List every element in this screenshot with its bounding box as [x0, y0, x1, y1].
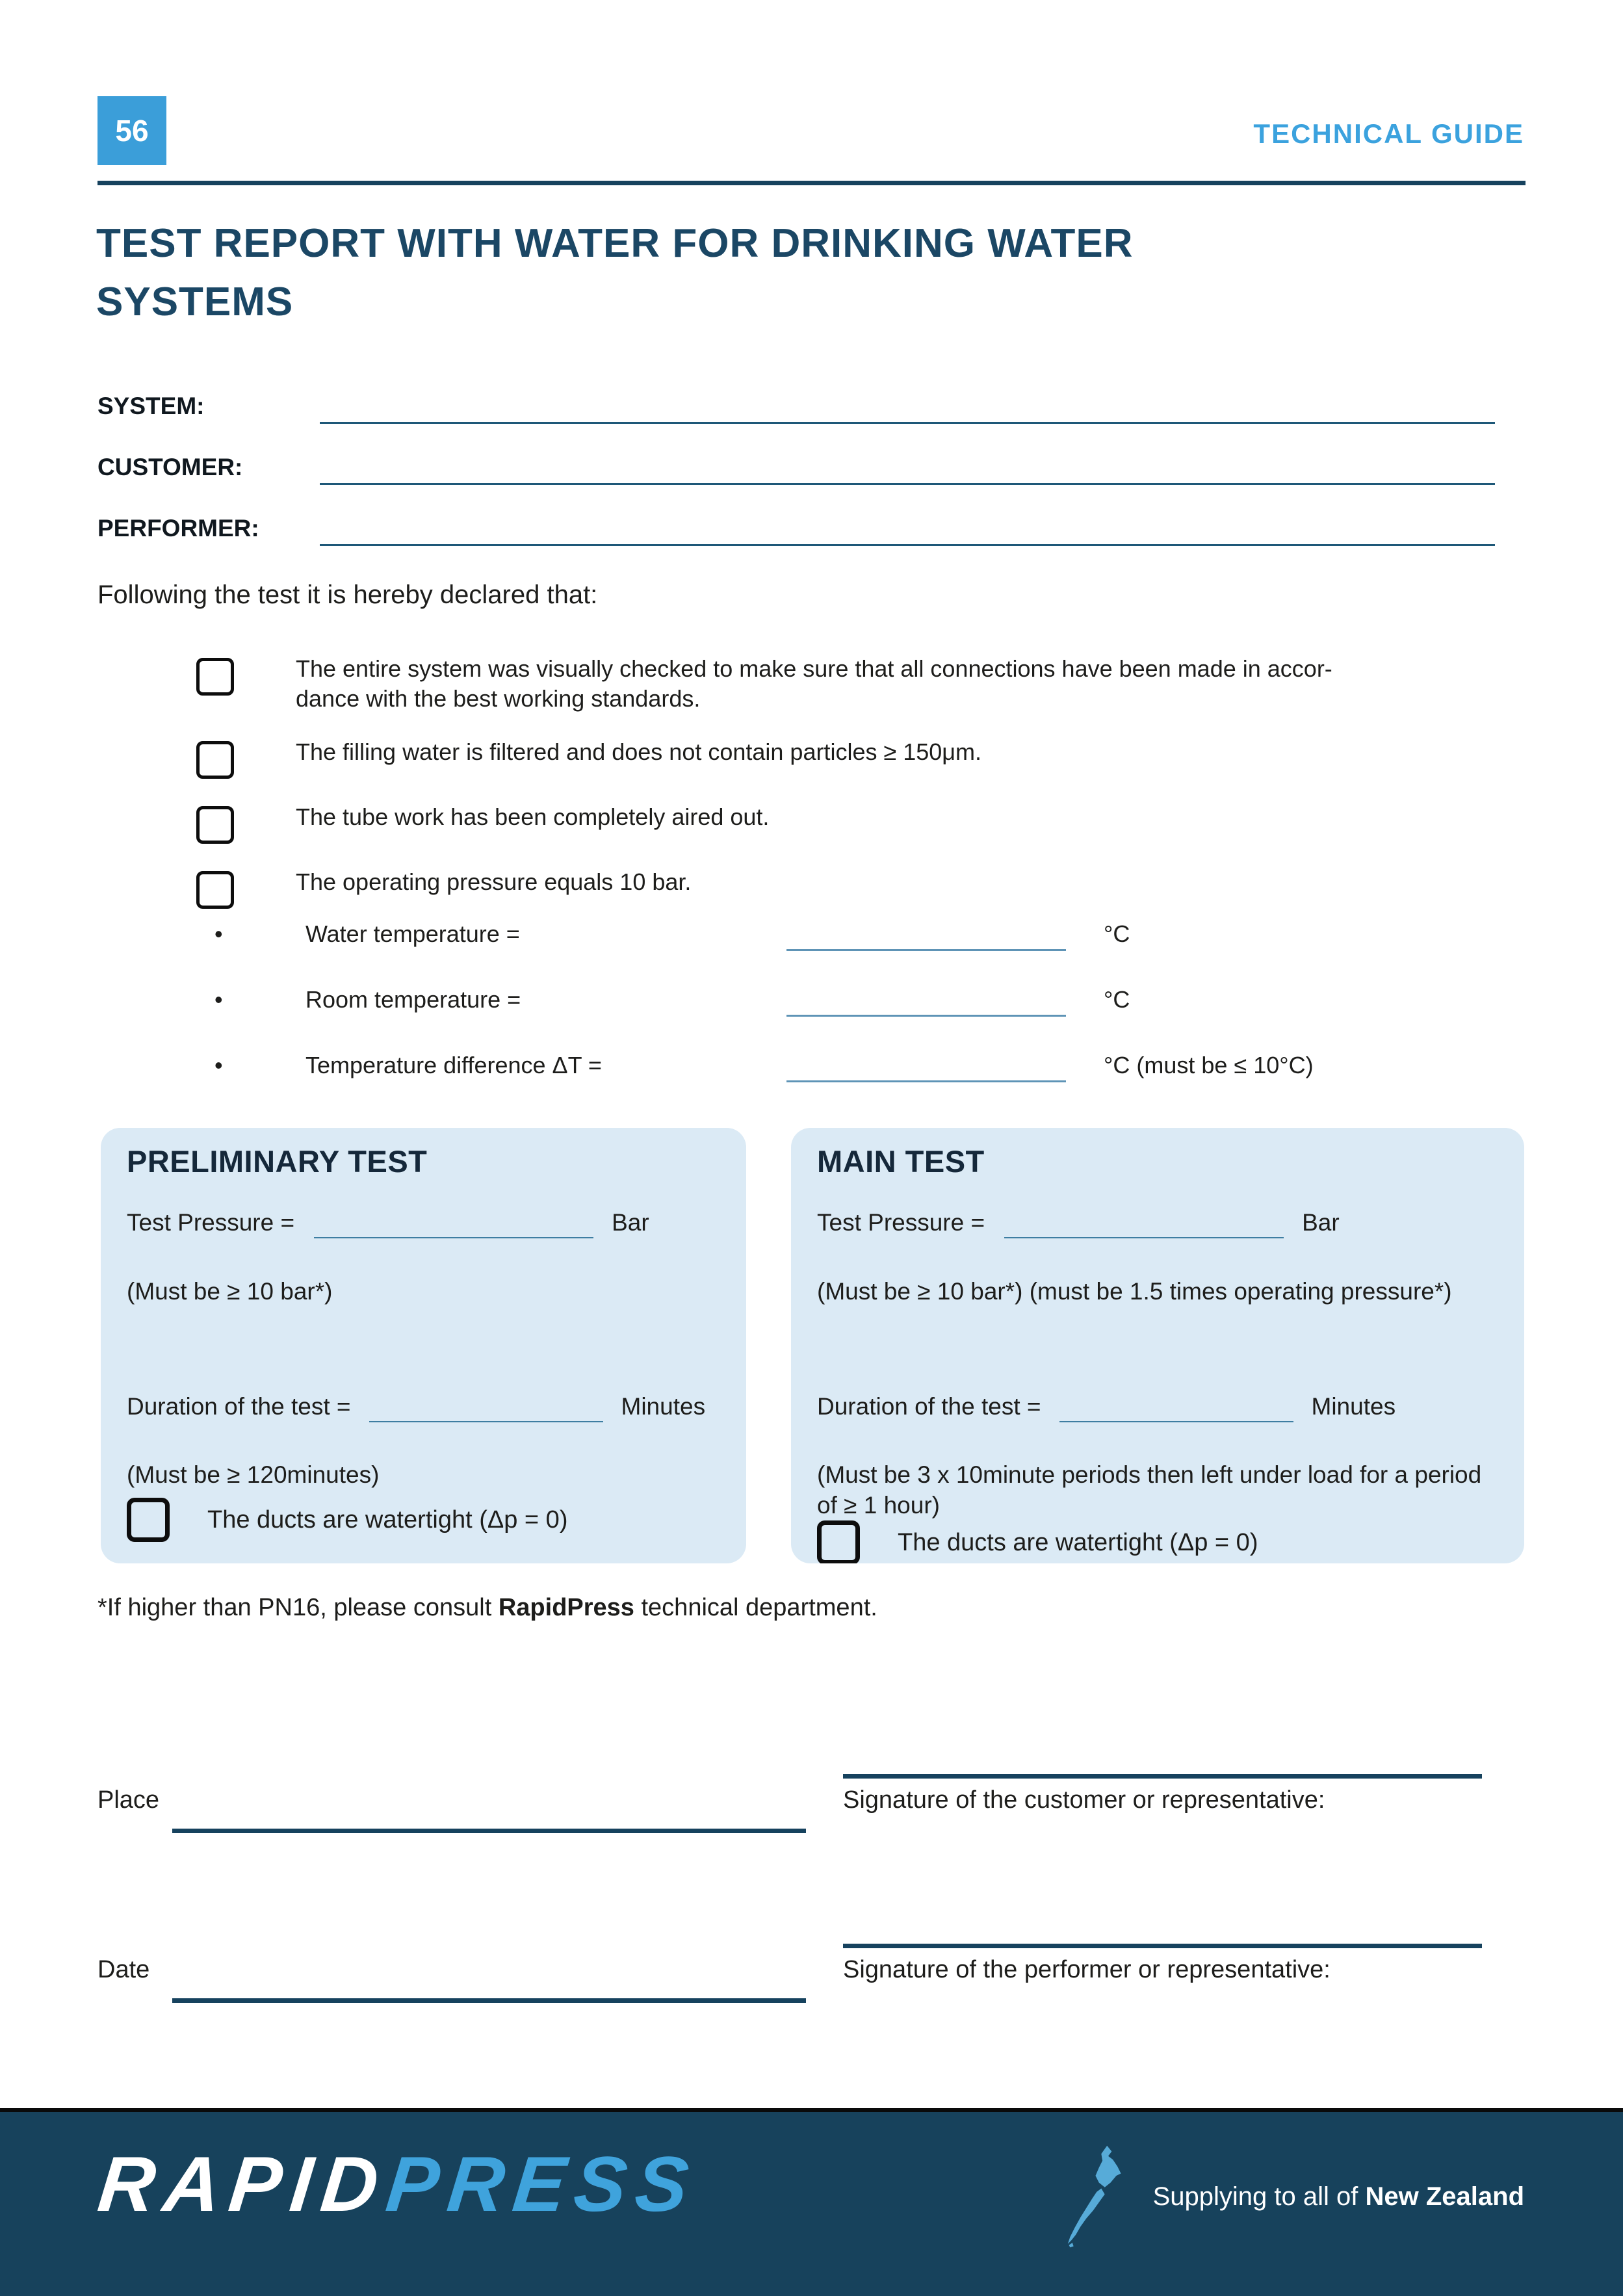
performer-signature-line[interactable]: [843, 1944, 1482, 1948]
checklist-item: [196, 802, 1444, 844]
customer-signature-line[interactable]: [843, 1774, 1482, 1779]
preliminary-test-title: PRELIMINARY TEST: [127, 1144, 428, 1179]
watertight-label: The ducts are watertight (Δp = 0): [207, 1506, 568, 1533]
pressure-row: [817, 1209, 1498, 1242]
measurement-row: [214, 1052, 1508, 1117]
duration-note: (Must be ≥ 120minutes): [127, 1461, 380, 1488]
place-label: Place: [97, 1786, 160, 1814]
form-fields: [97, 363, 1495, 546]
water-temperature-input-line[interactable]: [786, 930, 1066, 951]
checklist-item: [196, 654, 1444, 714]
water-temperature-unit: °C: [1104, 920, 1130, 947]
duration-input-line[interactable]: [1059, 1402, 1293, 1422]
temperature-measurements: [214, 920, 1508, 1117]
duration-unit: Minutes: [621, 1393, 706, 1420]
pn16-footnote: [97, 1594, 877, 1622]
test-pressure-unit: Bar: [612, 1209, 649, 1236]
tagline-bold: New Zealand: [1365, 2182, 1524, 2211]
duration-note: (Must be 3 x 10minute periods then left under load for a period of ≥ 1 hour): [817, 1461, 1482, 1519]
watertight-row: [817, 1520, 1498, 1563]
filling-water-checkbox[interactable]: [196, 741, 234, 779]
bullet-icon: •: [214, 986, 223, 1013]
system-label: SYSTEM:: [97, 393, 205, 419]
performer-signature-label: Signature of the performer or representative:: [843, 1956, 1331, 1983]
watertight-label: The ducts are watertight (Δp = 0): [898, 1528, 1258, 1556]
customer-signature-label: Signature of the customer or representative:: [843, 1786, 1325, 1814]
main-test-title: MAIN TEST: [817, 1144, 985, 1179]
system-input-line[interactable]: [320, 392, 1495, 424]
checklist-item-label: The entire system was visually checked to make sure that all connections have been made in accor- dance with the best working standards.: [296, 655, 1332, 712]
rapidpress-logo: [94, 2139, 702, 2229]
measurement-row: [214, 986, 1508, 1052]
customer-label: CUSTOMER:: [97, 454, 243, 480]
water-temperature-label: Water temperature =: [305, 920, 520, 947]
temperature-difference-unit: °C (must be ≤ 10°C): [1104, 1052, 1314, 1078]
test-pressure-label: Test Pressure =: [817, 1209, 985, 1236]
checklist-item-label: The tube work has been completely aired out.: [296, 803, 770, 830]
duration-label: Duration of the test =: [127, 1393, 351, 1420]
date-label: Date: [97, 1956, 150, 1983]
tube-work-checkbox[interactable]: [196, 806, 234, 844]
performer-input-line[interactable]: [320, 514, 1495, 546]
tagline-prefix: Supplying to all of: [1152, 2182, 1366, 2211]
preliminary-test-box: [101, 1128, 746, 1563]
checklist-item-label: The filling water is filtered and does not contain particles ≥ 150μm.: [296, 738, 982, 765]
footnote-prefix: *If higher than PN16, please consult: [97, 1594, 499, 1621]
test-pressure-input-line[interactable]: [314, 1218, 593, 1238]
test-pressure-unit: Bar: [1302, 1209, 1340, 1236]
brand-name: RapidPress: [498, 1594, 634, 1621]
watertight-row: [127, 1498, 720, 1542]
footnote-suffix: technical department.: [634, 1594, 877, 1621]
footer-tagline: [1059, 2145, 1524, 2249]
duration-row: [817, 1393, 1498, 1426]
field-row-system: [97, 363, 1495, 424]
checklist-item: [196, 867, 1444, 909]
test-pressure-label: Test Pressure =: [127, 1209, 295, 1236]
duration-label: Duration of the test =: [817, 1393, 1041, 1420]
test-boxes: [101, 1128, 1524, 1563]
temperature-difference-label: Temperature difference ΔT =: [305, 1052, 602, 1078]
header-title: TECHNICAL GUIDE: [1253, 118, 1524, 149]
main-test-box: [791, 1128, 1524, 1563]
preliminary-watertight-checkbox[interactable]: [127, 1498, 170, 1542]
customer-input-line[interactable]: [320, 453, 1495, 485]
pressure-row: [127, 1209, 720, 1242]
page-number-badge: 56: [97, 96, 166, 165]
measurement-row: [214, 920, 1508, 986]
footer-band: [0, 2108, 1623, 2296]
date-input-line[interactable]: [172, 1998, 806, 2003]
declaration-checklist: [196, 654, 1444, 932]
logo-rapid-text: RAPID: [94, 2141, 392, 2228]
page-title: TEST REPORT WITH WATER FOR DRINKING WATER SYSTEMS: [96, 221, 1134, 324]
operating-pressure-checkbox[interactable]: [196, 871, 234, 909]
pressure-note: (Must be ≥ 10 bar*) (must be 1.5 times operating pressure*): [817, 1278, 1452, 1305]
bullet-icon: •: [214, 1052, 223, 1078]
room-temperature-input-line[interactable]: [786, 995, 1066, 1017]
tagline-text: [1153, 2182, 1524, 2211]
checklist-item-label: The operating pressure equals 10 bar.: [296, 868, 692, 895]
field-row-performer: [97, 485, 1495, 546]
duration-unit: Minutes: [1311, 1393, 1396, 1420]
logo-press-text: PRESS: [382, 2141, 702, 2228]
room-temperature-unit: °C: [1104, 986, 1130, 1013]
duration-input-line[interactable]: [369, 1402, 603, 1422]
room-temperature-label: Room temperature =: [305, 986, 521, 1013]
bullet-icon: •: [214, 920, 223, 947]
temperature-difference-input-line[interactable]: [786, 1061, 1066, 1082]
pressure-note: (Must be ≥ 10 bar*): [127, 1278, 333, 1305]
checklist-item: [196, 737, 1444, 779]
main-watertight-checkbox[interactable]: [817, 1520, 860, 1563]
place-input-line[interactable]: [172, 1829, 806, 1833]
test-pressure-input-line[interactable]: [1004, 1218, 1284, 1238]
new-zealand-map-icon: [1059, 2145, 1136, 2249]
duration-row: [127, 1393, 720, 1426]
field-row-customer: [97, 424, 1495, 485]
visual-check-checkbox[interactable]: [196, 658, 234, 696]
header-divider: [97, 181, 1526, 185]
declaration-intro: Following the test it is hereby declared that:: [97, 581, 598, 609]
performer-label: PERFORMER:: [97, 515, 259, 541]
